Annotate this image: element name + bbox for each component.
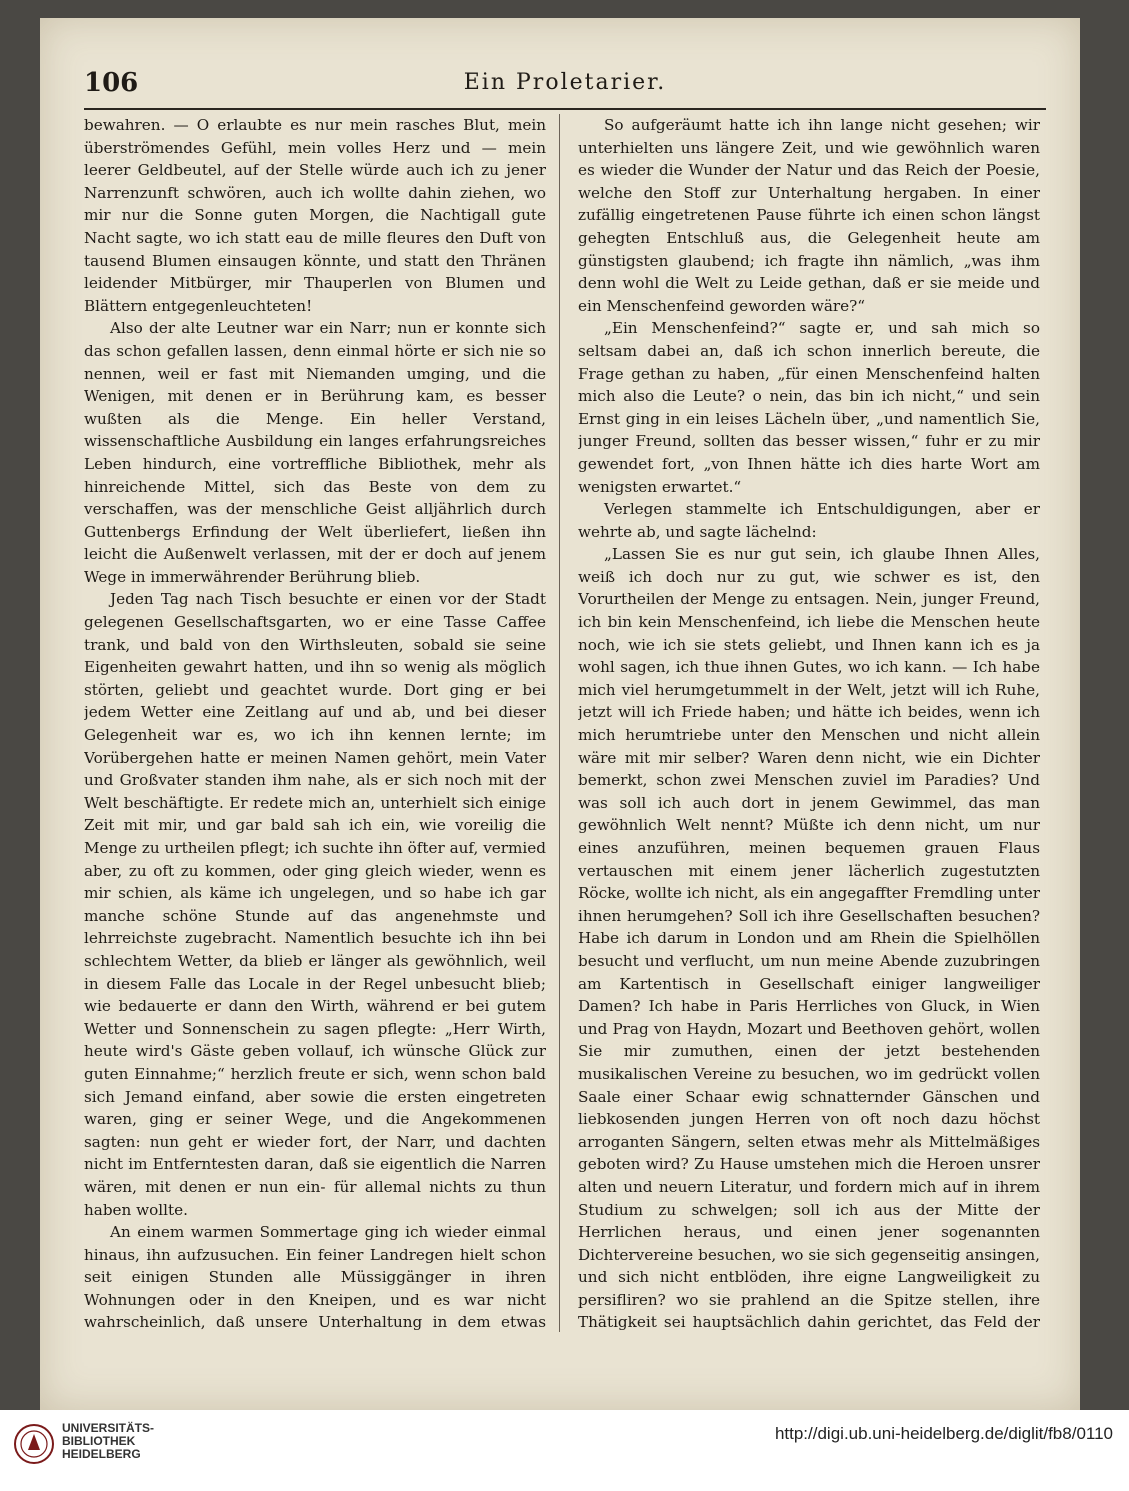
library-name: UNIVERSITÄTS- BIBLIOTHEK HEIDELBERG [62, 1421, 155, 1461]
paragraph: Verlegen stammelte ich Entschuldigungen, aber er wehrte ab, und sagte lächelnd: [578, 500, 1040, 541]
page-header [84, 66, 1046, 110]
viewer-footer [0, 1410, 1129, 1491]
paragraph: An einem warmen Sommertage ging ich wieder einmal hinaus, ihn aufzusuchen. Ein feiner Landregen hielt schon seit einigen Stunden alle Müssiggänger in ihren Wohnungen oder in den Kneipen, und es war nicht wahrscheinlich, daß unsere Unterhaltung in dem etwas [84, 1223, 546, 1332]
scanned-page [40, 18, 1080, 1410]
paragraph: bewahren. — O erlaubte es nur mein rasches Blut, mein überströmendes Gefühl, mein volles Herz und — mein leerer Geldbeutel, auf der Stelle würde auch ich zu jener Narrenzunft schwören, auch ich wollte dahin ziehen, wo mir nur die Sonne guten Morgen, die Nachtigall gute Nacht sagte, wo ich statt eau de mille fleures den Duft von tausend Blumen einsaugen könnte, und statt den Thränen leidender Mitbürger, mir Thauperlen von Blumen und Blättern entgegenleuchteten! [84, 116, 546, 315]
permalink-url[interactable]: http://digi.ub.uni-heidelberg.de/diglit/fb8/0110 [774, 1424, 1113, 1443]
paragraph: Jeden Tag nach Tisch besuchte er einen vor der Stadt gelegenen Gesellschaftsgarten, wo er eine Tasse Caffee trank, und bald von den Wirthsleuten, sobald sie seine Eigenheiten gewahrt hatten, und ihn so wenig als möglich störten, geliebt und geachtet wurde. Dort ging er bei jedem Wetter eine Zeitlang auf und ab, und bei dieser Gelegenheit war es, wo ich ihn kennen lernte; im Vorübergehen hatte er meinen Namen gehört, mein Vater und Großvater standen ihm nahe, als er sich noch mit der Welt beschäftigte. Er redete mich an, unterhielt sich einige Zeit mit mir, und gar bald sah ich ein, wie voreilig die Menge zu urtheilen pflegt; ich suchte ihn öfter auf, vermied aber, zu oft zu kommen, oder ging gleich wieder, wenn es mir schien, als käme ich ungelegen, und so habe ich gar manche schöne Stunde auf das angenehmste und lehrreichste zugebracht. Namentlich besuchte ich ihn bei schlechtem Wetter, da blieb er länger als gewöhnlich, weil in diesem Falle das Locale in der Regel unbesucht blieb; wie bedauerte er dann den Wirth, während er bei gutem Wetter und Sonnenschein zu sagen pflegte: „Herr Wirth, heute wird's Gäste geben vollauf, ich wünsche Glück zur guten Einnahme;“ herzlich freute er sich, wenn schon bald sich Jemand einfand, aber sowie die ersten eingetreten waren, ging er seiner Wege, und die Angekommenen sagten: nun geht er wieder fort, der Narr, und dachten nicht im Entferntesten daran, daß sie eigentlich die Narren wären, mit denen er nun ein- für allemal nichts zu thun haben wollte. [84, 590, 546, 1219]
left-text-column [84, 114, 546, 1334]
right-text-column [578, 114, 1040, 1334]
page-number: 106 [84, 68, 139, 98]
paragraph: „Lassen Sie es nur gut sein, ich glaube Ihnen Alles, weiß ich doch nur zu gut, wie schwer es ist, den Vorurtheilen der Menge zu entsagen. Nein, junger Freund, ich bin kein Menschenfeind, ich liebe die Menschen heute noch, wie ich sie stets geliebt, und Ihnen kann ich es ja wohl sagen, ich thue ihnen Gutes, wo ich kann. — Ich habe mich viel herumgetummelt in der Welt, jetzt will ich Ruhe, jetzt will ich Friede haben; und hätte ich beides, wenn ich mich herumtriebe unter den Menschen und nicht allein wäre mit mir selber? Waren denn nicht, wie ein Dichter bemerkt, schon zwei Menschen zuviel im Paradies? Und was soll ich auch dort in jenem Gewimmel, das man gewöhnlich Welt nennt? Müßte ich denn nicht, um nur eines anzuführen, meinen bequemen grauen Flaus vertauschen mit einem jener lächerlich zugestutzten Röcke, wollte ich nicht, als ein angegaffter Fremdling unter ihnen herumgehen? Soll ich ihre Gesellschaften besuchen? Habe ich darum in London und am Rhein die Spielhöllen besucht und verflucht, um nun meine Abende zuzubringen am Kartentisch in Gesellschaft einiger langweiliger Damen? Ich habe in Paris Herrliches von Gluck, in Wien und Prag von Haydn, Mozart und Beethoven gehört, wollen Sie mir zumuthen, einen der jetzt bestehenden musikalischen Vereine zu besuchen, wo im gedrückt vollen Saale einer Schaar ewig schnatternder Gänschen und liebkosenden jungen Herren von oft noch dazu höchst arroganten Sängern, selten etwas mehr als Mittelmäßiges geboten wird? Zu Hause umstehen mich die Heroen unsrer alten und neuern Literatur, und fordern mich auf in ihrem Studium zu schwelgen; soll ich aus der Mitte der Herrlichen heraus, und einen jener sogenannten Dichtervereine besuchen, wo sie sich gegenseitig ansingen, und sich nicht entblöden, ihre eigne Langweiligkeit zu persifliren? wo sie prahlend an die Spitze stellen, ihre Thätigkeit sei hauptsächlich dahin gerichtet, das Feld der [578, 545, 1040, 1332]
paragraph: So aufgeräumt hatte ich ihn lange nicht gesehen; wir unterhielten uns längere Zeit, und wie gewöhnlich waren es wieder die Wunder der Natur und das Reich der Poesie, welche den Stoff zur Unterhaltung hergaben. In einer zufällig eingetretenen Pause führte ich einen schon längst gehegten Entschluß aus, die Gelegenheit heute am günstigsten glaubend; ich fragte ihn nämlich, „was ihm denn wohl die Welt zu Leide gethan, daß er sie meide und ein Menschenfeind geworden wäre?“ [578, 116, 1040, 315]
paragraph: Also der alte Leutner war ein Narr; nun er konnte sich das schon gefallen lassen, denn einmal hörte er sich nie so nennen, weil er fast mit Niemanden umging, und die Wenigen, mit denen er in Berührung kam, es besser wußten als die Menge. Ein heller Verstand, wissenschaftliche Ausbildung ein langes erfahrungsreiches Leben hindurch, eine vortreffliche Bibliothek, mehr als hinreichende Mittel, sich das Beste von dem zu verschaffen, was der menschliche Geist alljährlich durch Guttenbergs Erfindung der Welt überliefert, ließen ihn leicht die Außenwelt verlassen, mit der er doch auf jenem Wege in immerwährender Berührung blieb. [84, 319, 546, 586]
running-title: Ein Proletarier. [463, 70, 667, 95]
column-divider [559, 114, 560, 1332]
paragraph: „Ein Menschenfeind?“ sagte er, und sah mich so seltsam dabei an, daß ich schon innerlich bereute, die Frage gethan zu haben, „für einen Menschenfeind halten mich also die Leute? o nein, das bin ich nicht,“ und sein Ernst ging in ein leises Lächeln über, „und namentlich Sie, junger Freund, sollten das besser wissen,“ fuhr er zu mir gewendet fort, „von Ihnen hätte ich dies harte Wort am wenigsten erwartet.“ [578, 319, 1040, 496]
heidelberg-seal-icon [14, 1422, 54, 1466]
